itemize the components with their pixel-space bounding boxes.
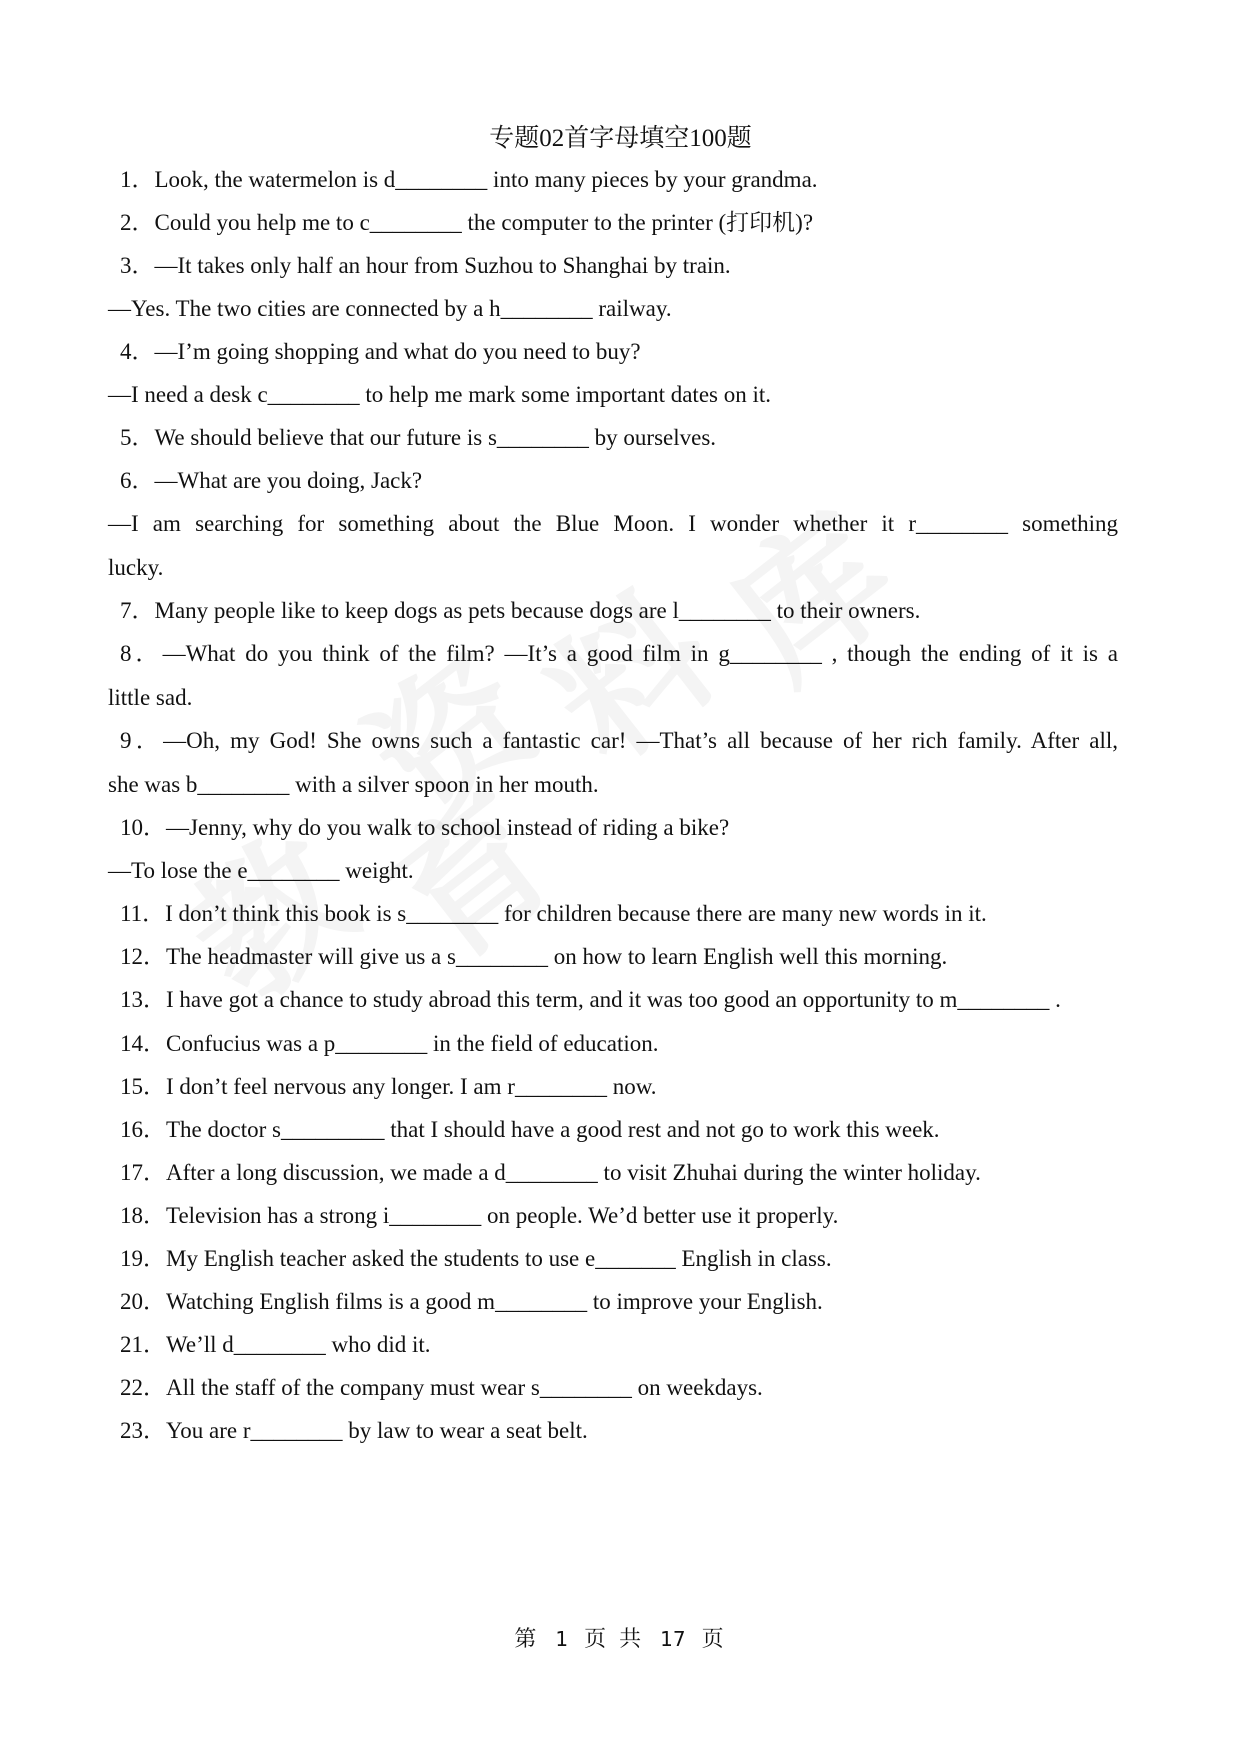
question-line: 4．—I’m going shopping and what do you need to buy?	[120, 339, 641, 364]
question-line: 2．Could you help me to c________ the computer to the printer (打印机)?	[120, 210, 814, 235]
footer-total-pages: 17	[660, 1627, 686, 1651]
question-line: 14．Confucius was a p________ in the field of education.	[120, 1031, 659, 1056]
question-line: —Yes. The two cities are connected by a h________ railway.	[108, 296, 672, 321]
question-line: 6．—What are you doing, Jack?	[120, 468, 423, 493]
question-line: 19．My English teacher asked the students to use e_______ English in class.	[120, 1246, 832, 1271]
question-line: 18．Television has a strong i________ on people. We’d better use it properly.	[120, 1203, 839, 1228]
question-line: 13．I have got a chance to study abroad this term, and it was too good an opportunity to m________ .	[120, 987, 1061, 1012]
question-line: 23．You are r________ by law to wear a seat belt.	[120, 1418, 588, 1443]
question-line: 22．All the staff of the company must wear s________ on weekdays.	[120, 1375, 763, 1400]
question-line: 11．I don’t think this book is s________ for children because there are many new words in it.	[120, 901, 987, 926]
page-footer	[0, 1622, 1241, 1653]
question-line: lucky.	[108, 555, 164, 580]
question-line: 5．We should believe that our future is s________ by ourselves.	[120, 425, 717, 450]
question-line: —To lose the e________ weight.	[108, 858, 414, 883]
question-line: 9．—Oh, my God! She owns such a fantastic car! —That’s all because of her rich family. After all,	[120, 728, 1118, 753]
question-line: 7．Many people like to keep dogs as pets because dogs are l________ to their owners.	[120, 598, 921, 623]
question-line: —I am searching for something about the Blue Moon. I wonder whether it r________ something	[108, 511, 1118, 536]
page-title: 专题02首字母填空100题	[489, 125, 752, 152]
footer-prefix: 第	[514, 1627, 540, 1652]
question-line: 21．We’ll d________ who did it.	[120, 1332, 431, 1357]
question-line: 16．The doctor s_________ that I should have a good rest and not go to work this week.	[120, 1117, 940, 1142]
footer-suffix: 页	[701, 1627, 727, 1652]
question-line: 10．—Jenny, why do you walk to school instead of riding a bike?	[120, 815, 730, 840]
question-line: 20．Watching English films is a good m________ to improve your English.	[120, 1289, 823, 1314]
question-line: 3．—It takes only half an hour from Suzhou to Shanghai by train.	[120, 253, 731, 278]
question-line: —I need a desk c________ to help me mark some important dates on it.	[108, 382, 772, 407]
question-line: 17．After a long discussion, we made a d________ to visit Zhuhai during the winter holiday.	[120, 1160, 981, 1185]
question-line: 1．Look, the watermelon is d________ into many pieces by your grandma.	[120, 167, 818, 192]
question-line: little sad.	[108, 685, 193, 710]
question-line: 8．—What do you think of the film? —It’s a good film in g________ , though the ending of it is a	[120, 641, 1118, 666]
footer-middle: 页 共	[584, 1627, 645, 1652]
question-line: she was b________ with a silver spoon in her mouth.	[108, 772, 599, 797]
question-line: 12．The headmaster will give us a s________ on how to learn English well this morning.	[120, 944, 948, 969]
footer-page-number: 1	[555, 1627, 569, 1651]
question-line: 15．I don’t feel nervous any longer. I am r________ now.	[120, 1074, 657, 1099]
